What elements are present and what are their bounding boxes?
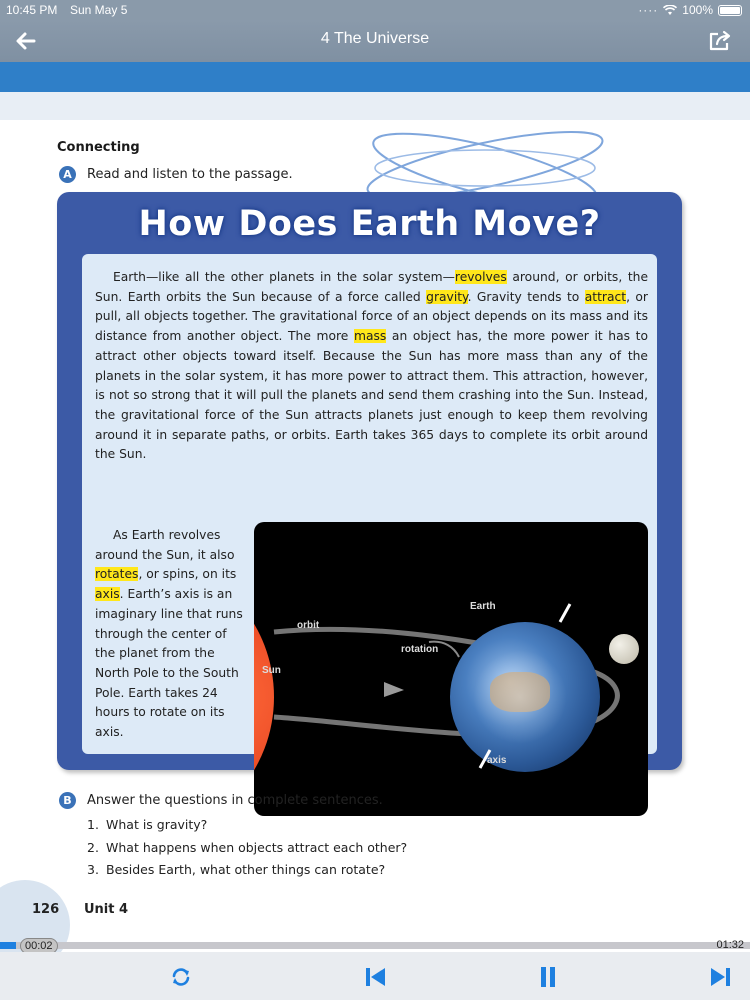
- wifi-icon: [663, 5, 677, 16]
- status-date: Sun May 5: [70, 3, 128, 17]
- section-title: Connecting: [57, 140, 140, 155]
- question-list: [87, 817, 407, 885]
- audio-progress-fill: [0, 942, 16, 949]
- passage-paragraph-1: [95, 268, 648, 465]
- repeat-icon[interactable]: [168, 964, 194, 990]
- unit-label: Unit 4: [84, 902, 129, 917]
- list-item: [87, 817, 407, 840]
- question-number: 2.: [87, 839, 99, 855]
- signal-dots-icon: ····: [638, 3, 659, 17]
- pause-icon[interactable]: [535, 964, 561, 990]
- page-number: 126: [32, 902, 60, 917]
- player-controls: [0, 952, 750, 1000]
- audio-progress-bar[interactable]: [0, 942, 750, 949]
- question-text: Besides Earth, what other things can rotate?: [106, 862, 386, 877]
- text-run: around, or orbits, the Sun. Earth orbits the Sun because of a force called: [95, 270, 649, 304]
- nav-bar: [0, 20, 750, 62]
- badge-a: A: [59, 166, 76, 183]
- text-run: an object has, the more power it has to attract other objects toward itself. Because the Sun has more mass than any of the planets in the solar system, it has more power to attract them. This attraction, however, is not so strong that it will pull the planets and send them crashing into the Sun. Instead, the gravitational force of the Sun attracts planets just enough to keep them revolving around it in separate paths, or orbits. Earth takes 365 days to complete its orbit around the Sun.: [95, 329, 648, 462]
- label-axis: axis: [487, 755, 507, 766]
- page-top-margin: [0, 92, 750, 120]
- elapsed-time[interactable]: 00:02: [20, 938, 58, 954]
- instruction-a: [59, 166, 293, 183]
- text-run: . Earth’s axis is an imaginary line that runs through the center of the planet from the North Pole to the South Pole. Earth takes 24 hours to rotate on its axis.: [95, 587, 243, 740]
- passage-inner: [82, 254, 657, 766]
- skip-back-icon[interactable]: [362, 964, 388, 990]
- instruction-b-text: Answer the questions in complete sentences.: [87, 793, 383, 808]
- highlight-gravity[interactable]: gravity: [426, 289, 468, 304]
- question-text: What is gravity?: [106, 817, 208, 832]
- battery-icon: [718, 5, 742, 16]
- question-number: 3.: [87, 862, 99, 877]
- highlight-rotates[interactable]: rotates: [95, 567, 139, 582]
- instruction-a-text: Read and listen to the passage.: [87, 167, 293, 182]
- instruction-b: [59, 792, 383, 809]
- highlight-revolves[interactable]: revolves: [454, 270, 507, 284]
- axis-line-icon: [254, 522, 648, 816]
- skip-forward-icon[interactable]: [708, 964, 734, 990]
- highlight-mass[interactable]: mass: [353, 329, 387, 344]
- label-orbit: orbit: [297, 620, 320, 631]
- status-time: 10:45 PM: [6, 3, 58, 17]
- text-run: . Gravity tends to: [467, 289, 585, 304]
- passage-box: [57, 192, 682, 770]
- text-run: , or spins, on its: [138, 567, 237, 582]
- question-text: What happens when objects attract each other?: [106, 839, 408, 855]
- label-sun: Sun: [262, 665, 281, 676]
- badge-b: B: [59, 792, 76, 809]
- book-page: [0, 120, 750, 940]
- label-earth: Earth: [470, 601, 496, 612]
- header-band: [0, 62, 750, 92]
- highlight-axis[interactable]: axis: [95, 587, 120, 602]
- passage-paragraph-2: [95, 526, 250, 743]
- passage-title: How Does Earth Move?: [138, 204, 601, 244]
- earth-orbit-illustration: [254, 522, 648, 816]
- moon-icon: [609, 634, 639, 664]
- share-icon[interactable]: [706, 27, 734, 55]
- text-run: , or pull, all objects together. The gravitational force of an object depends on its mass and its distance from another object. The more: [95, 289, 648, 344]
- label-rotation: rotation: [401, 644, 439, 655]
- text-run: Earth—like all the other planets in the solar system—: [113, 270, 455, 284]
- total-time: 01:32: [716, 939, 744, 951]
- question-number: 1.: [87, 817, 99, 832]
- status-bar: [0, 0, 750, 20]
- battery-percent: 100%: [682, 3, 713, 17]
- status-right: [638, 3, 742, 17]
- list-item: [87, 840, 407, 863]
- highlight-attract[interactable]: attract: [584, 289, 627, 304]
- text-run: As Earth revolves around the Sun, it also: [95, 528, 235, 562]
- page-title: 4 The Universe: [320, 30, 430, 47]
- list-item: [87, 862, 407, 885]
